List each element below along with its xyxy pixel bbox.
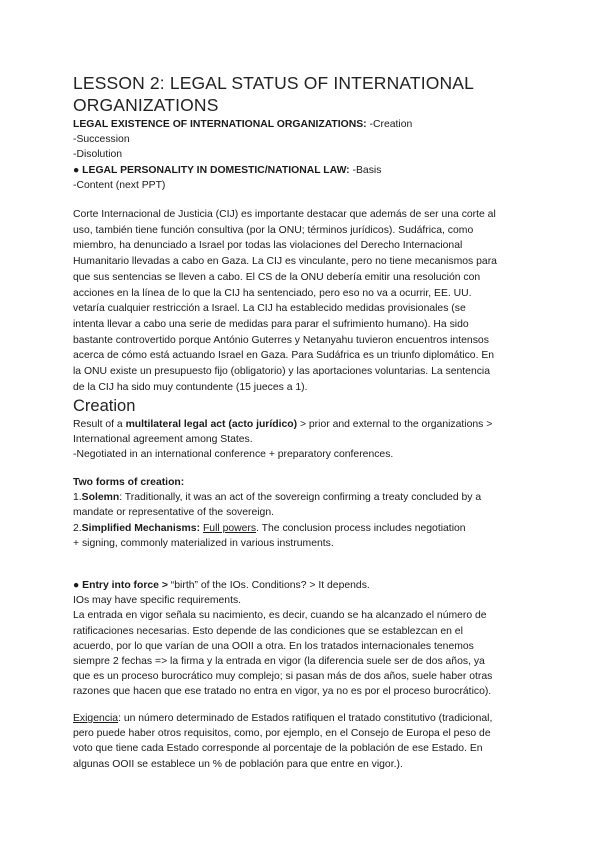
paragraph-line: bastante controvertido porque António Guterres y Netanyahu tuvieron encuentros intensos bbox=[73, 334, 489, 346]
paragraph-line: vetaría cualquier restricción a Israel. La CIJ ha establecido medidas provisionales (se bbox=[73, 303, 466, 315]
exigencia-line: pero puede haber otros requisitos, como, por ejemplo, en el Consejo de Europa el peso de bbox=[73, 728, 491, 740]
entry-section bbox=[73, 578, 543, 700]
exigencia-section bbox=[73, 711, 543, 772]
solemn-num: 1. bbox=[73, 492, 82, 504]
simplified-line-2: + signing, commonly materialized in various instruments. bbox=[73, 537, 334, 549]
creation-line: International agreement among States. bbox=[73, 434, 253, 446]
paragraph-line: acciones en la línea de lo que la CIJ ha sentenciado, pero eso no va a ocurrir, EE. UU. bbox=[73, 287, 472, 299]
entry-spanish-line: siempre 2 fechas => la firma y la entrada en vigor (la diferencia suele ser de dos años, ya bbox=[73, 656, 485, 668]
entry-spanish-line: ratificaciones necesarias. Esto depende de las condiciones que se establezcan en el bbox=[73, 625, 463, 637]
full-powers-link[interactable]: Full powers bbox=[202, 522, 257, 534]
paragraph-line: la ONU existe un presupuesto fijo (obligatorio) y las aportaciones voluntarias. La sentencia bbox=[73, 366, 491, 378]
creation-section bbox=[73, 417, 543, 463]
bullet-icon: ● bbox=[73, 580, 83, 591]
paragraph-line: miembro, ha denunciado a Israel por todas las violaciones del Derecho Internacional bbox=[73, 240, 463, 252]
simplified-line bbox=[73, 521, 543, 536]
legal-personality-line bbox=[73, 163, 543, 178]
entry-spanish-line: que es un proceso burocrático muy complejo; si pasan más de dos años, suele haber otras bbox=[73, 671, 493, 683]
legal-existence-creation: -Creation bbox=[366, 119, 413, 130]
entry-label: Entry into force > bbox=[82, 580, 168, 591]
forms-section bbox=[73, 475, 543, 551]
paragraph-line: intenta llevar a cabo una serie de medidas para parar el sufrimiento humano). Ha sido bbox=[73, 318, 469, 330]
solemn-line bbox=[73, 490, 543, 505]
paragraph-line: Humanitario llevadas a cabo en Gaza. La CIJ es vinculante, pero no tiene mecanismos para bbox=[73, 256, 497, 268]
creation-pre: Result of a bbox=[73, 419, 126, 430]
bullet-icon: ● bbox=[73, 164, 83, 176]
solemn-line-2: mandate or representative of the sovereign. bbox=[73, 507, 275, 519]
exigencia-line bbox=[73, 711, 543, 726]
exigencia-first: : un número determinado de Estados ratifiquen el tratado constitutivo (tradicional, bbox=[118, 713, 493, 724]
creation-bold: multilateral legal act (acto jurídico) bbox=[125, 419, 298, 430]
creation-line bbox=[73, 417, 543, 432]
entry-spanish-line: acuerdo, por lo que varían de una OOII a otra. En los tratados internacionales tenemos bbox=[73, 640, 474, 652]
solemn-text: : Traditionally, it was an act of the sovereign confirming a treaty concluded by a bbox=[119, 492, 482, 504]
simplified-label: Simplified Mechanisms: bbox=[81, 522, 201, 534]
exigencia-line: algunas OOII se establece un % de población para que entre en vigor.). bbox=[73, 758, 403, 770]
legal-existence-section bbox=[73, 117, 543, 193]
exigencia-line: voto que tiene cada Estado corresponde al porcentaje de la población de ese Estado. En bbox=[73, 743, 483, 755]
paragraph-line: que sus sentencias se lleven a cabo. El CS de la ONU debería emitir una resolución con bbox=[73, 271, 481, 283]
entry-line bbox=[73, 578, 543, 593]
forms-heading: Two forms of creation: bbox=[73, 477, 185, 488]
simplified-text: . The conclusion process includes negotiation bbox=[256, 522, 466, 534]
entry-spanish-line: La entrada en vigor señala su nacimiento, es decir, cuando se ha alcanzado el número de bbox=[73, 610, 487, 622]
entry-spanish-line: razones que hacen que ese tratado no entra en vigor, ya no es por el proceso burocrático). bbox=[73, 686, 492, 698]
legal-existence-line bbox=[73, 117, 543, 132]
paragraph-line: acerca de cómo está actuando Israel en Gaza. Para Sudáfrica es un triunfo diplomático. En bbox=[73, 350, 495, 362]
legal-existence-item: -Disolution bbox=[73, 149, 123, 161]
legal-personality-basis: -Basis bbox=[349, 164, 382, 176]
exigencia-label: Exigencia bbox=[73, 713, 119, 724]
cij-paragraph bbox=[73, 207, 543, 395]
legal-existence-label: LEGAL EXISTENCE OF INTERNATIONAL ORGANIZATIONS: bbox=[73, 119, 367, 130]
creation-heading: Creation bbox=[73, 397, 136, 415]
entry-line-2: IOs may have specific requirements. bbox=[73, 595, 242, 607]
entry-text: “birth” of the IOs. Conditions? > It depends. bbox=[167, 580, 370, 591]
legal-personality-label: LEGAL PERSONALITY IN DOMESTIC/NATIONAL LAW: bbox=[82, 164, 350, 176]
paragraph-line: de la CIJ ha sido muy contundente (15 jueces a 1). bbox=[73, 381, 308, 393]
creation-post: > prior and external to the organizations > bbox=[297, 419, 493, 430]
paragraph-line: uso, también tiene función consultiva (por la ONU; términos jurídicos). Sudáfrica, como bbox=[73, 224, 474, 236]
legal-existence-item: -Succession bbox=[73, 134, 130, 146]
creation-line: -Negotiated in an international conference + preparatory conferences. bbox=[73, 449, 394, 461]
page-title: LESSON 2: LEGAL STATUS OF INTERNATIONAL ORGANIZATIONS bbox=[73, 73, 474, 115]
simplified-num: 2. bbox=[73, 522, 82, 534]
paragraph-line: Corte Internacional de Justicia (CIJ) es importante destacar que además de ser una corte al bbox=[73, 209, 496, 220]
legal-personality-content: -Content (next PPT) bbox=[73, 179, 166, 191]
solemn-label: Solemn bbox=[81, 492, 120, 504]
